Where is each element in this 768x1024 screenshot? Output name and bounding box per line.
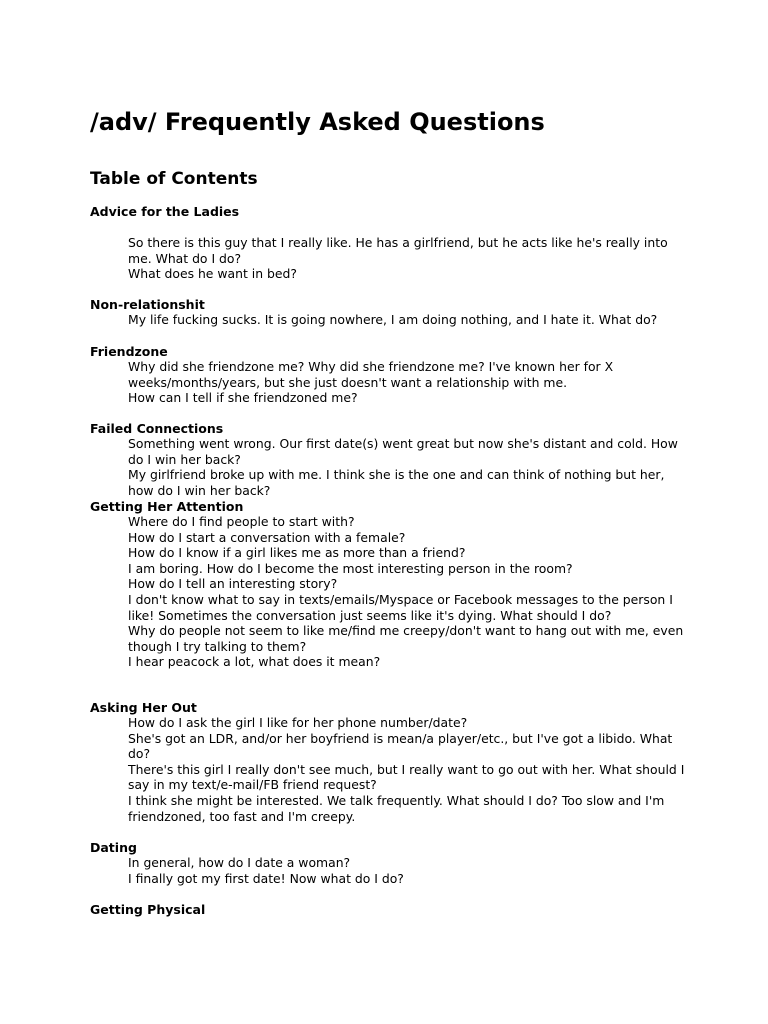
section-heading-asking-her-out: Asking Her Out [90,700,197,715]
question-item: Something went wrong. Our first date(s) went great but now she's distant and cold. How do I win her back? [128,436,678,467]
section-heading-failed-connections: Failed Connections [90,421,224,436]
question-item: In general, how do I date a woman? [128,855,351,870]
section-questions-asking-her-out [128,715,688,824]
question-item: I think she might be interested. We talk frequently. What should I do? Too slow and I'm friendzoned, too fast and I'm creepy. [128,792,665,824]
question-item: My life fucking sucks. It is going nowhere, I am doing nothing, and I hate it. What do? [128,312,658,327]
question-item: Where do I find people to start with? [128,514,355,529]
section-questions-failed-connections [128,436,688,498]
question-item: How do I know if a girl likes me as more than a friend? [128,545,466,561]
question-item: She's got an LDR, and/or her boyfriend is mean/a player/etc., but I've got a libido. What do? [128,730,673,762]
toc-heading: Table of Contents [90,169,258,189]
page-title: /adv/ Frequently Asked Questions [90,108,545,136]
question-item: Why do people not seem to like me/find me creepy/don't want to hang out with me, even though I try talking to them? [128,623,684,654]
section-questions-friendzone [128,359,688,406]
question-item: What does he want in bed? [128,266,297,282]
section-questions-advice-for-the-ladies [128,235,688,282]
section-heading-dating: Dating [90,840,137,855]
question-item: How do I tell an interesting story? [128,576,338,592]
question-item: How do I ask the girl I like for her phone number/date? [128,715,468,730]
section-heading-friendzone: Friendzone [90,344,168,359]
section-questions-non-relationshit [128,312,688,328]
question-item: I don't know what to say in texts/emails/Myspace or Facebook messages to the person I like! Sometimes the conversation just seems like it's dying. What should I do? [128,591,673,623]
section-questions-getting-her-attention [128,514,688,670]
question-item: So there is this guy that I really like. He has a girlfriend, but he acts like he's really into me. What do I do? [128,235,668,266]
question-item: There's this girl I really don't see much, but I really want to go out with her. What should I say in my text/e-mail/FB friend request? [128,761,685,793]
section-heading-advice-for-the-ladies: Advice for the Ladies [90,204,240,219]
section-questions-dating [128,855,688,886]
question-item: How do I start a conversation with a female? [128,529,406,545]
question-item: My girlfriend broke up with me. I think she is the one and can think of nothing but her, how do I win her back? [128,467,665,498]
question-item: Why did she friendzone me? Why did she friendzone me? I've known her for X weeks/months/years, but she just doesn't want a relationship with me. [128,359,614,390]
section-heading-getting-her-attention: Getting Her Attention [90,499,244,514]
question-item: I finally got my first date! Now what do I do? [128,870,404,886]
section-heading-non-relationshit: Non-relationshit [90,297,205,312]
question-item: I am boring. How do I become the most interesting person in the room? [128,560,573,576]
section-heading-getting-physical: Getting Physical [90,902,206,917]
question-item: I hear peacock a lot, what does it mean? [128,654,381,670]
question-item: How can I tell if she friendzoned me? [128,390,358,406]
